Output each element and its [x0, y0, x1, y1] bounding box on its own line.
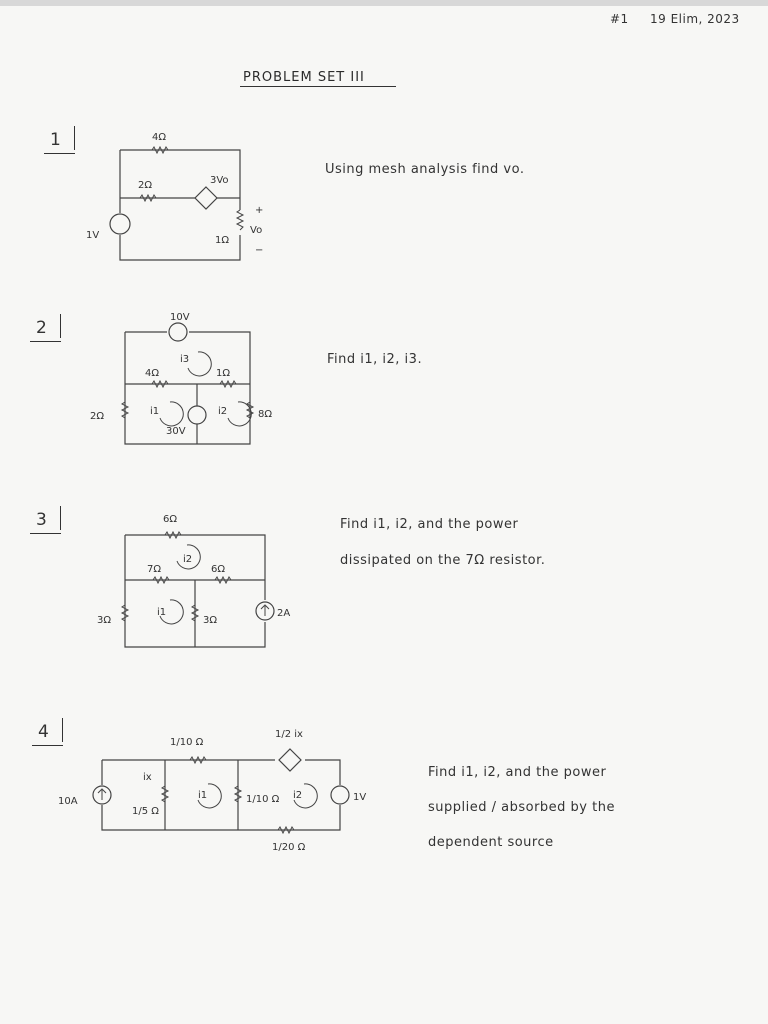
problem-3-text-line1: Find i1, i2, and the power: [340, 517, 519, 532]
circuit-1: [86, 125, 280, 265]
label-3ohm-left: 3Ω: [97, 615, 112, 626]
label-1v: 1V: [86, 230, 100, 241]
label-3vo: 3Vo: [210, 175, 229, 186]
dependent-voltage-source: [279, 749, 301, 771]
label-2a: 2A: [277, 608, 291, 619]
problem-3-text-line2: dissipated on the 7Ω resistor.: [340, 553, 546, 568]
label-half-ix: 1/2 ix: [275, 729, 303, 740]
label-10a: 10A: [58, 796, 78, 807]
circuit-2: [90, 312, 290, 452]
dependent-voltage-source: [195, 187, 217, 209]
label-1ohm: 1Ω: [215, 235, 230, 246]
problem-4-text-line1: Find i1, i2, and the power: [428, 765, 607, 780]
label-i2: i2: [183, 554, 193, 565]
problem-number-1: 1: [50, 130, 61, 150]
label-i1: i1: [150, 406, 160, 417]
label-4ohm: 4Ω: [145, 368, 160, 379]
label-6ohm-top: 6Ω: [163, 514, 178, 525]
label-2ohm: 2Ω: [90, 411, 105, 422]
label-tenth-mid: 1/10 Ω: [246, 794, 280, 805]
label-i3: i3: [180, 354, 190, 365]
label-8ohm: 8Ω: [258, 409, 273, 420]
problem-4-text-line2: supplied / absorbed by the: [428, 800, 615, 815]
mesh-arrow-i1: [160, 402, 183, 426]
label-i2: i2: [293, 790, 303, 801]
label-minus: −: [255, 245, 264, 256]
label-6ohm-mid: 6Ω: [211, 564, 226, 575]
problem-4-text-line3: dependent source: [428, 835, 554, 850]
circuit-4: [58, 720, 367, 880]
scan-edge: [0, 0, 768, 6]
problem-number-4: 4: [38, 722, 49, 742]
label-tenth-top: 1/10 Ω: [170, 737, 204, 748]
label-vo: Vo: [250, 225, 263, 236]
label-2ohm: 2Ω: [138, 180, 153, 191]
label-i1: i1: [157, 607, 167, 618]
label-3ohm-center: 3Ω: [203, 615, 218, 626]
label-10v: 10V: [170, 312, 190, 323]
problem-number-3: 3: [36, 510, 47, 530]
circuit-3: [95, 510, 291, 650]
mesh-arrow-i2: [228, 402, 251, 426]
label-fifth: 1/5 Ω: [132, 806, 159, 817]
voltage-source-30v: [188, 406, 206, 424]
label-4ohm: 4Ω: [152, 132, 167, 143]
voltage-source-10v: [169, 323, 187, 341]
title-underline: [240, 86, 396, 87]
label-1ohm: 1Ω: [216, 368, 231, 379]
label-30v: 30V: [166, 426, 186, 437]
header-date: 19 Elim, 2023: [650, 12, 740, 26]
page-title: PROBLEM SET III: [243, 70, 365, 85]
label-i1: i1: [198, 790, 208, 801]
problem-1-text: Using mesh analysis find vo.: [325, 162, 525, 177]
label-plus: +: [255, 205, 264, 216]
resistor-1ohm: [237, 210, 243, 230]
voltage-source-1v: [110, 214, 130, 234]
label-1v: 1V: [353, 792, 367, 803]
problem-number-2: 2: [36, 318, 47, 338]
mesh-arrow-i3: [188, 352, 211, 376]
label-7ohm: 7Ω: [147, 564, 162, 575]
voltage-source-1v: [331, 786, 349, 804]
page-number: #1: [610, 12, 629, 26]
label-ix: ix: [143, 772, 152, 783]
label-i2: i2: [218, 406, 228, 417]
label-twentieth: 1/20 Ω: [272, 842, 306, 853]
problem-2-text: Find i1, i2, i3.: [327, 352, 423, 367]
